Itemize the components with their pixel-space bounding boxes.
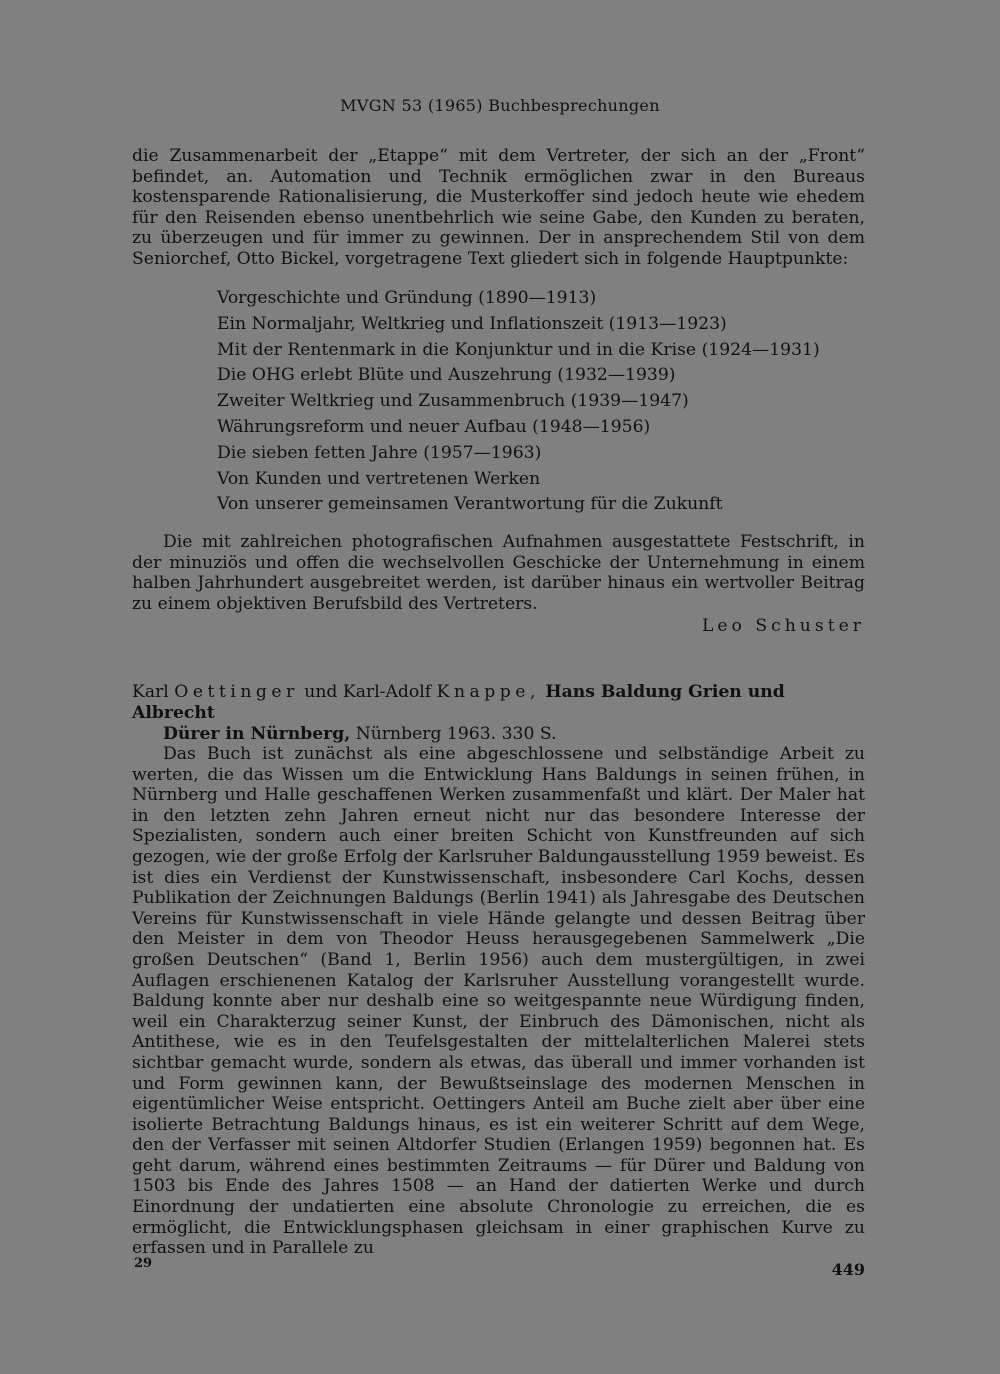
author-connector: und Karl-Adolf — [304, 682, 432, 702]
outline-item: Mit der Rentenmark in die Konjunktur und in die Krise (1924—1931) — [217, 339, 820, 360]
author2-last-name: Knappe, — [436, 682, 540, 702]
outline-item: Von unserer gemeinsamen Verantwortung für die Zukunft — [217, 494, 723, 515]
running-header: MVGN 53 (1965) Buchbesprechungen — [340, 96, 660, 115]
outline-item: Die sieben fetten Jahre (1957—1963) — [217, 442, 542, 463]
author1-first-name: Karl — [132, 682, 169, 702]
outline-item: Währungsreform und neuer Aufbau (1948—1956) — [217, 416, 651, 437]
author1-last-name: Oettinger — [174, 682, 299, 702]
outline-list — [217, 286, 820, 518]
review-citation — [132, 682, 865, 745]
book-title-line2: Dürer in Nürnberg, — [163, 724, 351, 744]
outline-item: Von Kunden und vertretenen Werken — [217, 468, 541, 489]
review-paragraph: Das Buch ist zunächst als eine abgeschlossene und selbständige Arbeit zu werten, die das Wissen um die Entwicklung Hans Baldungs in seinen frühen, in Nürnberg und Halle geschaffenen Werken zusammenfaßt und klärt. Der Maler hat in den letzten zehn Jahren erneut nicht nur das besondere Interesse der Spezialisten, sondern auch einer breiten Schicht von Kunstfreunden auf sich gezogen, wie der große Erfolg der Karlsruher Baldungausstellung 1959 beweist. Es ist dies ein Verdienst der Kunstwissenschaft, insbesondere Carl Kochs, dessen Publikation der Zeichnungen Baldungs (Berlin 1941) als Jahresgabe des Deutschen Vereins für Kunstwissenschaft in viele Hände gelangte und dessen Beitrag über den Meister in dem von Theodor Heuss herausgegebenen Sammelwerk „Die großen Deutschen“ (Band 1, Berlin 1956) auch dem mustergültigen, in zwei Auflagen erschienenen Katalog der Karlsruher Ausstellung vorangestellt wurde. Baldung konnte aber nur deshalb eine so weitgespannte neue Würdigung finden, weil ein Charakterzug seiner Kunst, der Einbruch des Dämonischen, nicht als Antithese, wie es in den Teufelsgestalten der mittelalterlichen Malerei stets sichtbar gemacht wurde, sondern als etwas, das überall und immer vorhanden ist und Form gewinnen kann, der Bewußtseinslage des modernen Menschen in eigentümlicher Weise entspricht. Oettingers Anteil am Buche zielt aber über eine isolierte Betrachtung Baldungs hinaus, es ist ein weiterer Schritt auf dem Wege, den der Verfasser mit seinen Altdorfer Studien (Erlangen 1959) begonnen hat. Es geht darum, während eines bestimmten Zeitraums — für Dürer und Baldung von 1503 bis Ende des Jahres 1508 — an Hand der datierten Werke und durch Einordnung der undatierten eine absolute Chronologie zu erreichen, die es ermöglicht, die Entwicklungsphasen gleichsam in einer graphischen Kurve zu erfassen und in Parallele zu — [132, 744, 865, 1259]
reviewer-signature: Leo Schuster — [701, 616, 865, 636]
signature-mark: 29 — [134, 1256, 153, 1271]
publication-info: Nürnberg 1963. 330 S. — [355, 724, 557, 744]
outline-item: Vorgeschichte und Gründung (1890—1913) — [217, 288, 597, 308]
page-number: 449 — [831, 1260, 865, 1279]
outline-item: Die OHG erlebt Blüte und Auszehrung (1932—1939) — [217, 365, 676, 386]
outline-item: Ein Normaljahr, Weltkrieg und Inflationszeit (1913—1923) — [217, 313, 727, 334]
closing-paragraph-block — [132, 532, 865, 614]
book-title-line1: Hans Baldung Grien und Albrecht — [132, 682, 785, 723]
review-paragraph-block — [132, 744, 865, 1259]
closing-paragraph: Die mit zahlreichen photografischen Aufnahmen ausgestattete Festschrift, in der minuziös und offen die wechselvollen Geschicke der Unternehmung in einem halben Jahrhundert ausgebreitet werden, ist darüber hinaus ein wertvoller Beitrag zu einem objektiven Berufsbild des Vertreters. — [132, 532, 865, 614]
outline-item: Zweiter Weltkrieg und Zusammenbruch (1939—1947) — [217, 391, 689, 412]
intro-paragraph: die Zusammenarbeit der „Etappe“ mit dem Vertreter, der sich an der „Front“ befindet, an. Automation und Technik ermöglichen zwar in den Bureaus kostensparende Rationalisierung, die Musterkoffer sind jedoch heute wie ehedem für den Reisenden ebenso unentbehrlich wie seine Gabe, den Kunden zu beraten, zu überzeugen und für immer zu gewinnen. Der in ansprechendem Stil von dem Seniorchef, Otto Bickel, vorgetragene Text gliedert sich in folgende Hauptpunkte: — [132, 146, 865, 269]
intro-paragraph-block — [132, 146, 865, 270]
